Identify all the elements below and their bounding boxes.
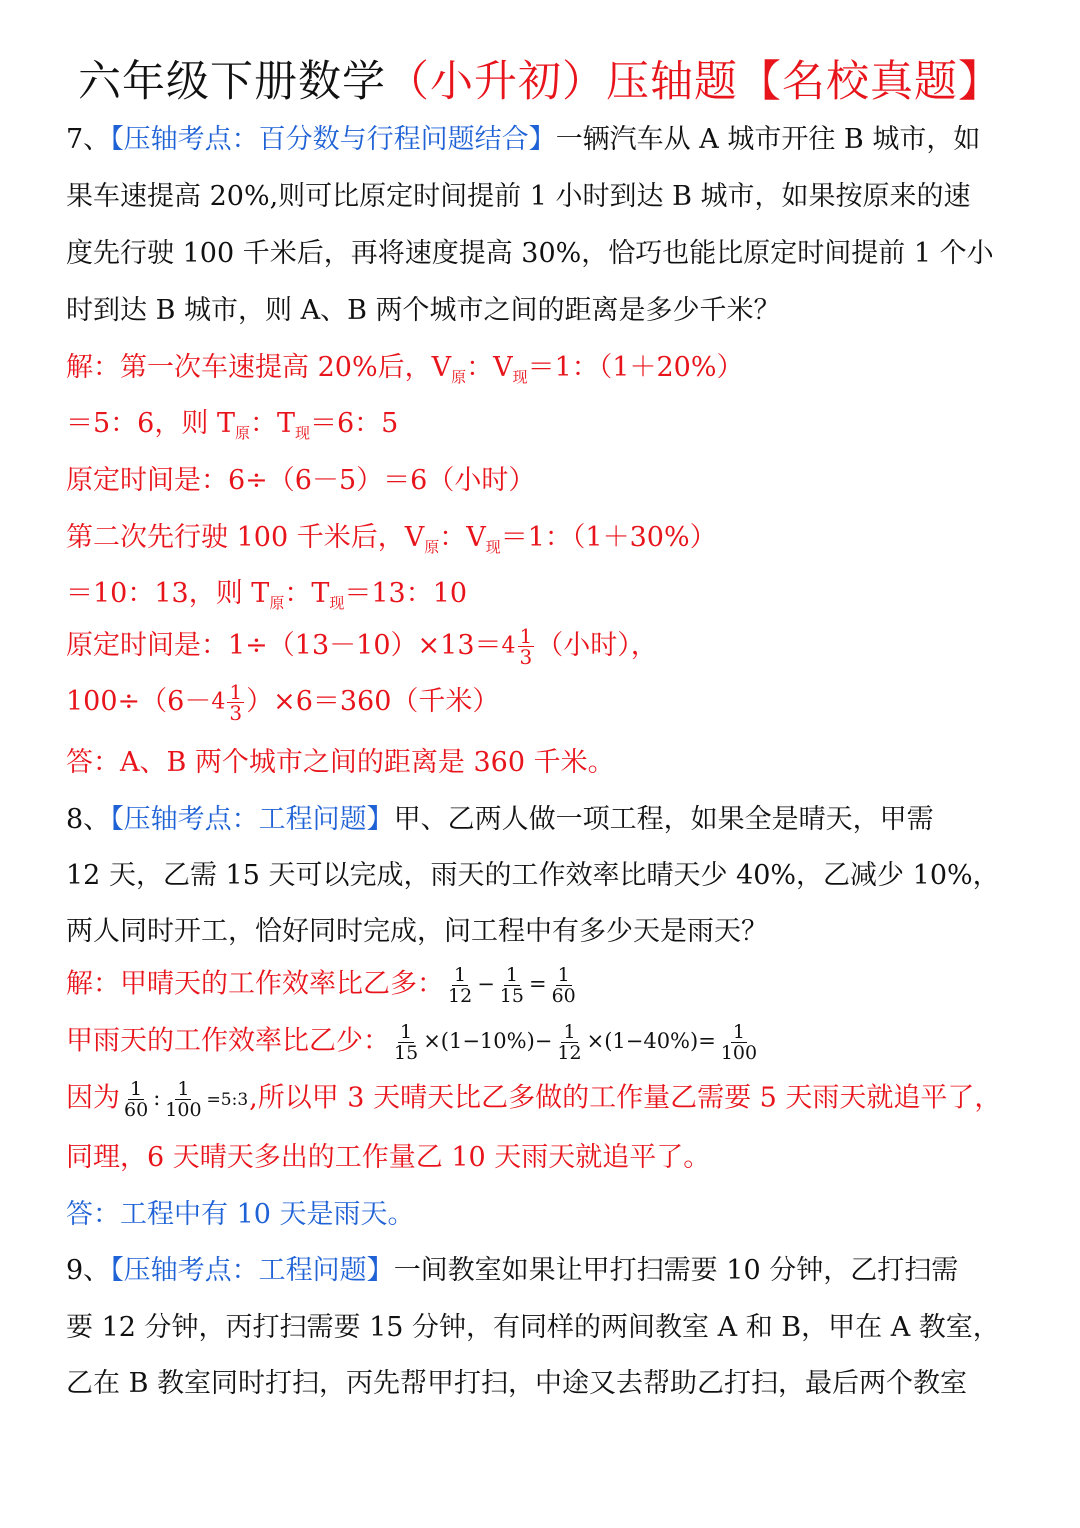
q8-text: 甲、乙两人做一项工程，如果全是晴天，甲需 (393, 804, 934, 835)
math-expression: $\frac{1}{60}$ : $\frac{1}{100}$ =5:3 (124, 1078, 249, 1121)
q8-answer: 答：工程中有 10 天是雨天。 (66, 1199, 415, 1230)
q9-line-3: 乙在 B 教室同时打扫，丙先帮甲打扫，中途又去帮助乙打扫，最后两个教室 (66, 1368, 968, 1399)
q7-line-1 (66, 120, 1026, 160)
q8-number: 8、 (66, 804, 111, 835)
page-title (0, 52, 1080, 112)
q8-line-3: 两人同时开工，恰好同时完成，问工程中有多少天是雨天？ (66, 916, 768, 947)
q7-number: 7、 (66, 124, 111, 155)
fraction: $\frac{1}{12}$ (557, 1021, 582, 1064)
q7-sol-line-2: ＝5：6，则 $T_原$：$T_现=6$：5 (66, 408, 399, 442)
q7-sol-line-5: ＝10：13，则 $T_原$：$T_现=13$：10 (66, 578, 468, 612)
q7-tag: 【压轴考点：百分数与行程问题结合】 (110, 124, 556, 155)
title-highlight: （小升初）压轴题【名校真题】 (386, 57, 1002, 107)
mixed-number: 4 $\frac{1}{3}$ (211, 680, 243, 725)
math-expression: $\frac{1}{12}$ − $\frac{1}{15}$ = $\frac{1}{60}$ (448, 964, 576, 1007)
q7-line-4: 时到达 B 城市，则 A、B 两个城市之间的距离是多少千米？ (66, 295, 781, 326)
q9-number: 9、 (66, 1255, 111, 1286)
fraction: $\frac{1}{3}$ (229, 680, 243, 725)
q9-line-2: 要 12 分钟，丙打扫需要 15 分钟，有同样的两间教室 A 和 B，甲在 A 教室， (66, 1312, 1000, 1343)
q8-line-1 (66, 800, 1026, 840)
fraction: $\frac{1}{3}$ (519, 624, 533, 669)
q8-tag: 【压轴考点：工程问题】 (110, 804, 394, 835)
fraction: $\frac{1}{100}$ (720, 1021, 758, 1064)
q9-tag: 【压轴考点：工程问题】 (110, 1255, 394, 1286)
q8-line-2: 12 天，乙需 15 天可以完成，雨天的工作效率比晴天少 40%，乙减少 10%， (66, 860, 1000, 891)
q8-sol-line-4: 同理，6 天晴天多出的工作量乙 10 天雨天就追平了。 (66, 1142, 711, 1173)
q7-sol-line-4: 第二次先行驶 100 千米后，$V_原$：$V_现=1$：（1＋30%） (66, 522, 717, 556)
q9-text: 一间教室如果让甲打扫需要 10 分钟，乙打扫需 (393, 1255, 959, 1286)
q7-answer: 答：A、B 两个城市之间的距离是 360 千米。 (66, 747, 615, 778)
q8-sol-line-3: 因为 $\frac{1}{60}$ : $\frac{1}{100}$ =5:3,所以甲 3 天晴天比乙多做的工作量乙需要 5 天雨天就追平了， (66, 1078, 1002, 1121)
q7-sol-line-3: 原定时间是：6÷（6－5）＝6（小时） (66, 465, 536, 496)
q7-line-2: 果车速提高 20%,则可比原定时间提前 1 小时到达 B 城市，如果按原来的速 (66, 181, 971, 212)
q7-sol-line-7: 100÷（6－4 $\frac{1}{3}$ ）×6＝360（千米） (66, 680, 500, 725)
q8-sol-line-2: 甲雨天的工作效率比乙少： $\frac{1}{15}$ ×(1−10%)− $\frac{1}{12}$ ×(1−40%)= $\frac{1}{100}$ (66, 1021, 1026, 1063)
fraction: $\frac{1}{60}$ (124, 1078, 149, 1121)
fraction: $\frac{1}{100}$ (165, 1078, 202, 1121)
mixed-number: 4 $\frac{1}{3}$ (501, 624, 533, 669)
title-grade: 六年级下册数学 (78, 57, 386, 107)
fraction: $\frac{1}{15}$ (499, 964, 524, 1007)
q9-line-1 (66, 1251, 1026, 1291)
math-expression: $\frac{1}{15}$ ×(1−10%)− $\frac{1}{12}$ ×(1−40%)= $\frac{1}{100}$ (394, 1021, 758, 1064)
fraction: $\frac{1}{60}$ (551, 964, 576, 1007)
fraction: $\frac{1}{15}$ (394, 1021, 419, 1064)
q7-sol-line-6: 原定时间是：1÷（13－10）×13＝4 $\frac{1}{3}$ （小时）， (66, 624, 658, 669)
q7-text: 一辆汽车从 A 城市开往 B 城市，如 (555, 124, 981, 155)
q8-sol-line-1: 解：甲晴天的工作效率比乙多： $\frac{1}{12}$ − $\frac{1}{15}$ = $\frac{1}{60}$ (66, 964, 1026, 1006)
q7-line-3: 度先行驶 100 千米后，再将速度提高 30%，恰巧也能比原定时间提前 1 个小 (66, 238, 994, 269)
q7-sol-line-1: 解：第一次车速提高 20%后，$V_原$：$V_现=1$：（1＋20%） (66, 352, 744, 386)
fraction: $\frac{1}{12}$ (448, 964, 473, 1007)
